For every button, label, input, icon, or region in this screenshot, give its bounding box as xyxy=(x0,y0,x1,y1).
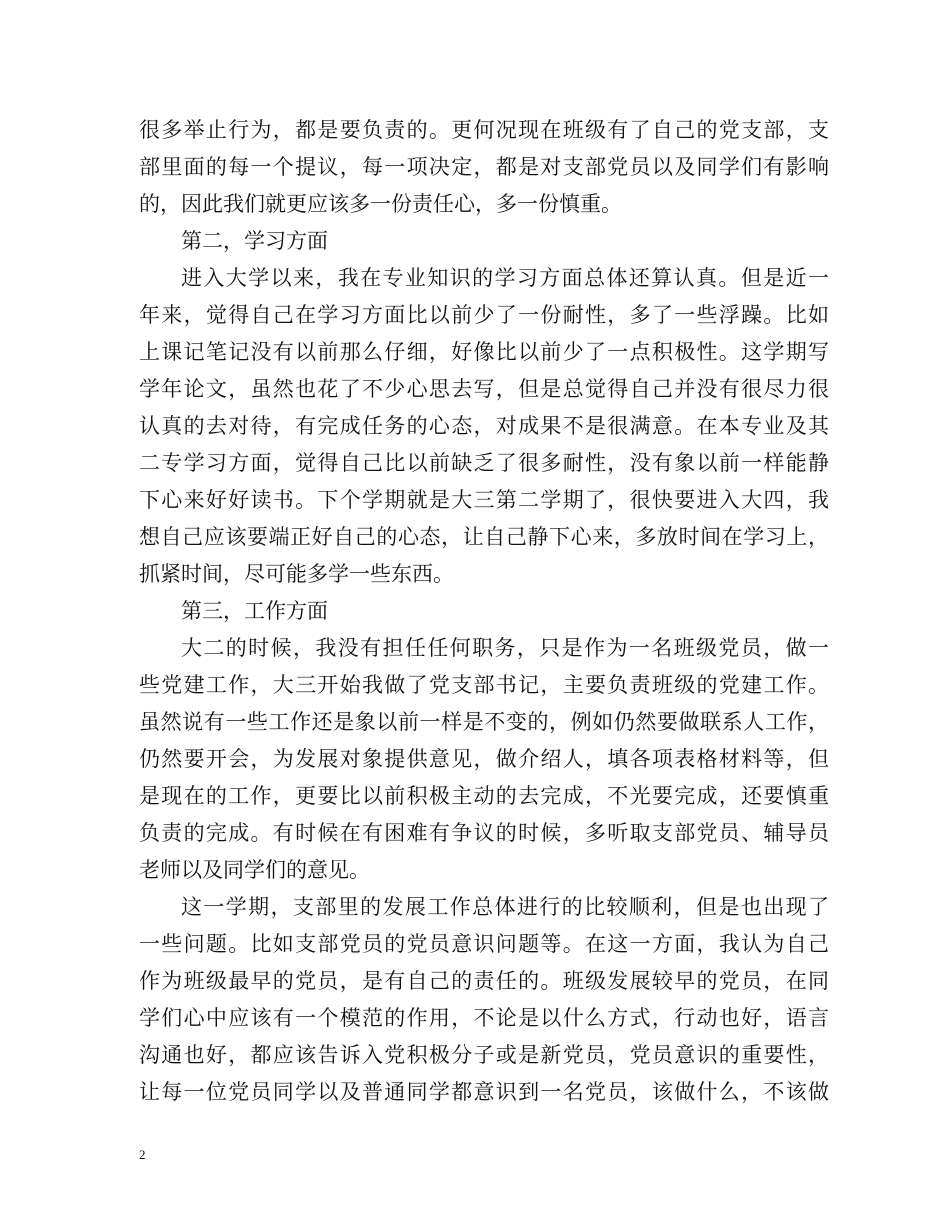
paragraph-line: 学们心中应该有一个模范的作用，不论是以什么方式，行动也好，语言 xyxy=(139,1006,829,1030)
paragraph-line: 抓紧时间，尽可能多学一些东西。 xyxy=(139,562,454,586)
paragraph-line: 二专学习方面，觉得自己比以前缺乏了很多耐性，没有象以前一样能静 xyxy=(139,451,829,475)
paragraph-line: 年来，觉得自己在学习方面比以前少了一份耐性，多了一些浮躁。比如 xyxy=(139,303,829,327)
paragraph-line: 第三，工作方面 xyxy=(181,599,328,623)
paragraph-line: 这一学期，支部里的发展工作总体进行的比较顺利，但是也出现了 xyxy=(181,895,829,919)
paragraph-line: 一些问题。比如支部党员的党员意识问题等。在这一方面，我认为自己 xyxy=(139,932,829,956)
body-text xyxy=(139,112,829,1111)
paragraph-line: 很多举止行为，都是要负责的。更何况现在班级有了自己的党支部，支 xyxy=(139,118,829,142)
paragraph-line: 上课记笔记没有以前那么仔细，好像比以前少了一点积极性。这学期写 xyxy=(139,340,829,364)
paragraph-line: 虽然说有一些工作还是象以前一样是不变的，例如仍然要做联系人工作， xyxy=(139,710,829,734)
paragraph-line: 的，因此我们就更应该多一份责任心，多一份慎重。 xyxy=(139,192,622,216)
page-number: 2 xyxy=(139,1147,146,1162)
paragraph-line: 想自己应该要端正好自己的心态，让自己静下心来，多放时间在学习上， xyxy=(139,525,829,549)
paragraph-line: 负责的完成。有时候在有困难有争议的时候，多听取支部党员、辅导员 xyxy=(139,821,829,845)
paragraph-line: 仍然要开会，为发展对象提供意见，做介绍人，填各项表格材料等，但 xyxy=(139,747,829,771)
paragraph-line: 些党建工作，大三开始我做了党支部书记，主要负责班级的党建工作。 xyxy=(139,673,829,697)
paragraph-line: 让每一位党员同学以及普通同学都意识到一名党员，该做什么，不该做 xyxy=(139,1080,829,1104)
paragraph-line: 进入大学以来，我在专业知识的学习方面总体还算认真。但是近一 xyxy=(181,266,829,290)
paragraph-line: 是现在的工作，更要比以前积极主动的去完成，不光要完成，还要慎重 xyxy=(139,784,829,808)
paragraph-line: 第二，学习方面 xyxy=(181,229,328,253)
paragraph-line: 老师以及同学们的意见。 xyxy=(139,858,370,882)
paragraph-line: 作为班级最早的党员，是有自己的责任的。班级发展较早的党员，在同 xyxy=(139,969,829,993)
paragraph-line: 认真的去对待，有完成任务的心态，对成果不是很满意。在本专业及其 xyxy=(139,414,829,438)
paragraph-line: 部里面的每一个提议，每一项决定，都是对支部党员以及同学们有影响 xyxy=(139,155,829,179)
paragraph-line: 学年论文，虽然也花了不少心思去写，但是总觉得自己并没有很尽力很 xyxy=(139,377,829,401)
paragraph-line: 下心来好好读书。下个学期就是大三第二学期了，很快要进入大四，我 xyxy=(139,488,829,512)
paragraph-line: 大二的时候，我没有担任任何职务，只是作为一名班级党员，做一 xyxy=(181,636,829,660)
paragraph-line: 沟通也好，都应该告诉入党积极分子或是新党员，党员意识的重要性， xyxy=(139,1043,829,1067)
